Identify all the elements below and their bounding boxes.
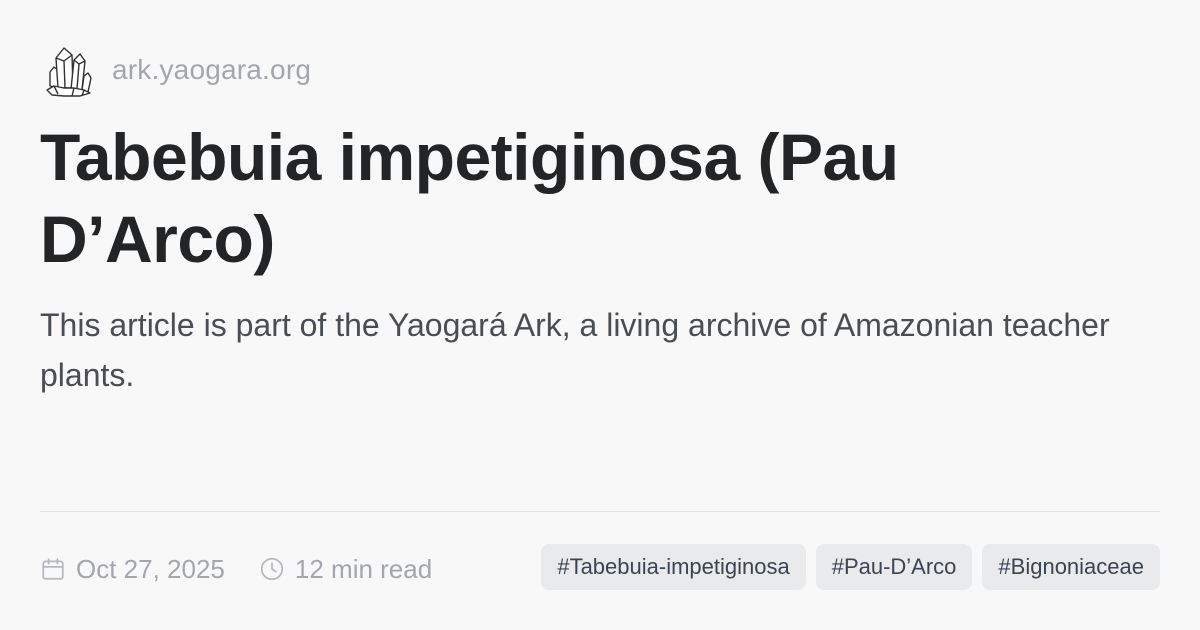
tag-pau-darco[interactable]: #Pau-D’Arco — [816, 544, 973, 590]
tag-tabebuia-impetiginosa[interactable]: #Tabebuia-impetiginosa — [541, 544, 805, 590]
read-time-text: 12 min read — [294, 553, 433, 584]
article-subtitle: This article is part of the Yaogará Ark, a living archive of Amazonian teacher plants. — [40, 307, 1110, 393]
tag-bignoniaceae[interactable]: #Bignoniaceae — [982, 544, 1160, 590]
publish-date — [40, 554, 225, 585]
crystal-cluster-icon — [44, 42, 92, 98]
read-time — [259, 554, 432, 585]
tag-list — [541, 544, 1160, 590]
article-meta — [40, 548, 432, 590]
page-title: Tabebuia impetiginosa (Pau D’Arco) — [40, 120, 899, 276]
divider — [40, 511, 1160, 512]
site-header — [44, 40, 311, 100]
site-name[interactable]: ark.yaogara.org — [112, 54, 312, 85]
publish-date-text: Oct 27, 2025 — [76, 553, 225, 584]
calendar-icon — [40, 556, 66, 582]
clock-icon — [259, 556, 285, 582]
